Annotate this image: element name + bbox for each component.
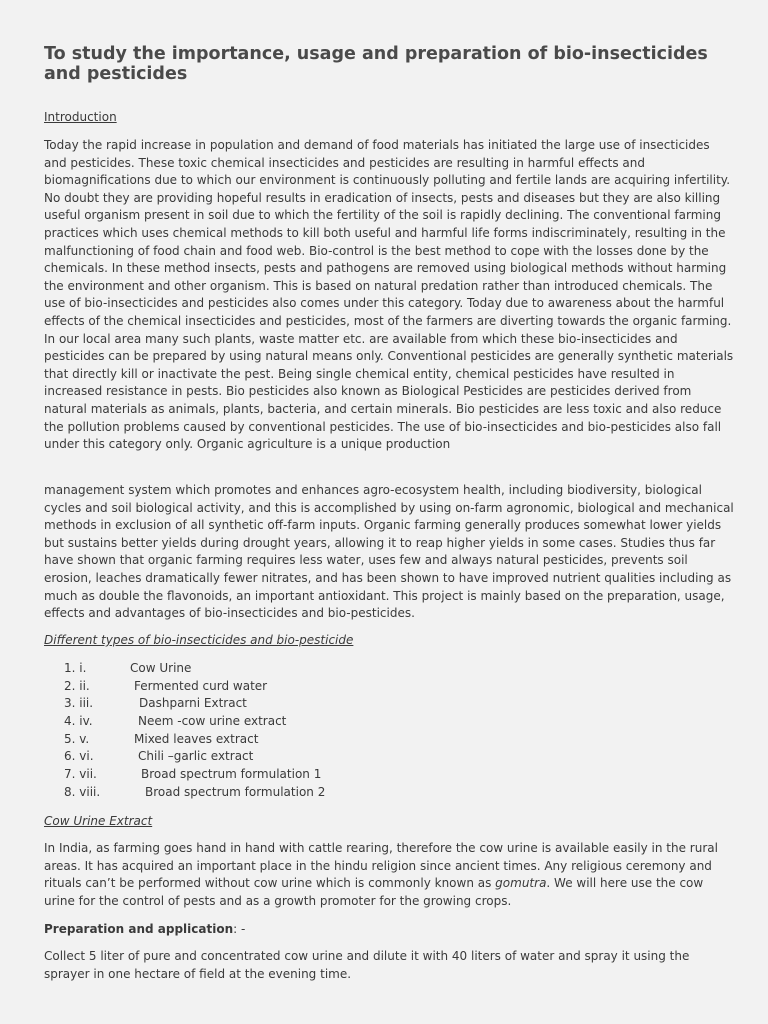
- cow-urine-heading: Cow Urine Extract: [44, 814, 153, 828]
- list-item-label: Dashparni Extract: [139, 696, 247, 711]
- list-item-number: 1. i.: [64, 661, 87, 675]
- list-item-label: Chili –garlic extract: [138, 749, 254, 764]
- list-item: [64, 660, 325, 678]
- list-item: [64, 678, 325, 696]
- list-item: [64, 784, 325, 802]
- list-item-label: Broad spectrum formulation 2: [145, 784, 326, 799]
- list-item-number: 6. vi.: [64, 749, 94, 764]
- introduction-heading: Introduction: [44, 110, 117, 124]
- list-item: [64, 713, 325, 731]
- gomutra-term: gomutra: [495, 876, 547, 891]
- preparation-paragraph: Collect 5 liter of pure and concentrated cow urine and dilute it with 40 liters of water and spray it using the sprayer in one hectare of field at the evening time.: [44, 949, 690, 981]
- list-item-number: 7. vii.: [64, 767, 97, 782]
- list-item: [64, 766, 325, 784]
- list-item-label: Fermented curd water: [134, 678, 268, 693]
- cow-urine-text-start: In India, as farming goes hand in hand with cattle rearing, therefore the cow urine is available easily in the rural areas. It has acquired an important place in the hindu religion since ancient times. Any religious ceremony and rituals can’t be performed without cow urine which is commonly known as: [44, 841, 718, 891]
- list-item-label: Broad spectrum formulation 1: [141, 767, 322, 782]
- list-item-number: 5. v.: [64, 731, 90, 746]
- list-item-label: Cow Urine: [130, 661, 192, 675]
- page-title: To study the importance, usage and preparation of bio-insecticides and pesticides: [44, 44, 708, 84]
- preparation-heading: [44, 921, 245, 937]
- types-list: [64, 660, 325, 802]
- list-item-number: 4. iv.: [64, 714, 93, 729]
- introduction-paragraph-continued: management system which promotes and enhances agro-ecosystem health, including biodiversity, biological cycles and soil biological activity, and this is accomplished by using on-farm agronomic, biological and mechanical methods in exclusion of all synthetic off-farm inputs. Organic farming generally produces somewhat lower yields but sustains better yields during drought years, allowing it to reap higher yields in some cases. Studies thus far have shown that organic farming requires less water, uses few and always natural pesticides, prevents soil erosion, leaches dramatically fewer nitrates, and has been shown to have improved nutrient qualities including as much as double the flavonoids, an important antioxidant. This project is mainly based on the preparation, usage, effects and advantages of bio-insecticides and bio-pesticides.: [44, 483, 734, 621]
- list-item-number: 2. ii.: [64, 678, 90, 693]
- preparation-heading-suffix: : -: [233, 922, 246, 936]
- list-item-number: 8. viii.: [64, 784, 101, 799]
- cow-urine-paragraph: [44, 840, 734, 910]
- list-item-number: 3. iii.: [64, 696, 94, 711]
- types-heading: Different types of bio-insecticides and bio-pesticide: [44, 633, 354, 647]
- cow-urine-text-end: . We will here use the cow urine for the control of pests and as a growth promoter for the growing crops.: [44, 876, 704, 908]
- list-item-label: Mixed leaves extract: [134, 731, 259, 746]
- list-item: [64, 695, 325, 713]
- introduction-paragraph: Today the rapid increase in population and demand of food materials has initiated the large use of insecticides and pesticides. These toxic chemical insecticides and pesticides are resulting in harmful effects and biomagnifications due to which our environment is continuously polluting and fertile lands are acquiring infertility. No doubt they are providing hopeful results in eradication of insects, pests and diseases but they are also killing useful organism present in soil due to which the fertility of the soil is rapidly declining. The conventional farming practices which uses chemical methods to kill both useful and harmful life forms indiscriminately, resulting in the malfunctioning of food chain and food web. Bio-control is the best method to cope with the losses done by the chemicals. In these method insects, pests and pathogens are removed using biological methods without harming the environment and other organism. This is based on natural predation rather than introduced chemicals. The use of bio-insecticides and pesticides also comes under this category. Today due to awareness about the harmful effects of the chemical insecticides and pesticides, most of the farmers are diverting towards the organic farming. In our local area many such plants, waste matter etc. are available from which these bio-insecticides and pesticides can be prepared by using natural means only. Conventional pesticides are generally synthetic materials that directly kill or inactivate the pest. Being single chemical entity, chemical pesticides have resulted in increased resistance in pests. Bio pesticides also known as Biological Pesticides are pesticides derived from natural materials as animals, plants, bacteria, and certain minerals. Bio pesticides are less toxic and also reduce the pollution problems caused by conventional pesticides. The use of bio-insecticides and bio-pesticides also fall under this category only. Organic agriculture is a unique production: [44, 138, 734, 452]
- list-item: [64, 748, 325, 766]
- preparation-heading-label: Preparation and application: [44, 922, 234, 936]
- list-item-label: Neem -cow urine extract: [138, 714, 287, 729]
- list-item: [64, 731, 325, 749]
